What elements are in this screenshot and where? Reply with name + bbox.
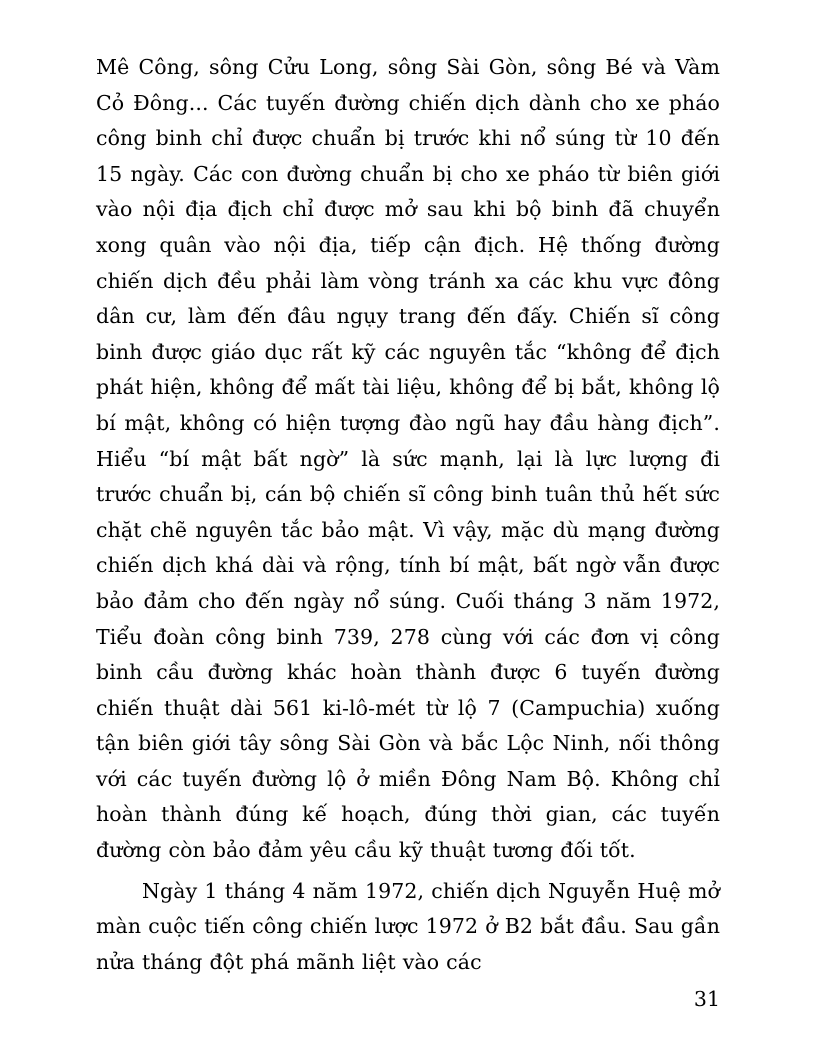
paragraph: Mê Công, sông Cửu Long, sông Sài Gòn, sông Bé và Vàm Cỏ Đông... Các tuyến đường chiến dịch dành cho xe pháo công binh chỉ được chuẩn bị trước khi nổ súng từ 10 đến 15 ngày. Các con đường chuẩn bị cho xe pháo từ biên giới vào nội địa địch chỉ được mở sau khi bộ binh đã chuyển xong quân vào nội địa, tiếp cận địch. Hệ thống đường chiến dịch đều phải làm vòng tránh xa các khu vực đông dân cư, làm đến đâu ngụy trang đến đấy. Chiến sĩ công binh được giáo dục rất kỹ các nguyên tắc “không để địch phát hiện, không để mất tài liệu, không để bị bắt, không lộ bí mật, không có hiện tượng đào ngũ hay đầu hàng địch”. Hiểu “bí mật bất ngờ” là sức mạnh, lại là lực lượng đi trước chuẩn bị, cán bộ chiến sĩ công binh tuân thủ hết sức chặt chẽ nguyên tắc bảo mật. Vì vậy, mặc dù mạng đường chiến dịch khá dài và rộng, tính bí mật, bất ngờ vẫn được bảo đảm cho đến ngày nổ súng. Cuối tháng 3 năm 1972, Tiểu đoàn công binh 739, 278 cùng với các đơn vị công binh cầu đường khác hoàn thành được 6 tuyến đường chiến thuật dài 561 ki-lô-mét từ lộ 7 (Campuchia) xuống tận biên giới tây sông Sài Gòn và bắc Lộc Ninh, nối thông với các tuyến đường lộ ở miền Đông Nam Bộ. Không chỉ hoàn thành đúng kế hoạch, đúng thời gian, các tuyến đường còn bảo đảm yêu cầu kỹ thuật tương đối tốt. [96,55,720,863]
page-number: 31 [693,987,720,1011]
body-text-column [96,50,720,980]
paragraph: Ngày 1 tháng 4 năm 1972, chiến dịch Nguyễn Huệ mở màn cuộc tiến công chiến lược 1972 ở B2 bắt đầu. Sau gần nửa tháng đột phá mãnh liệt vào các [96,878,720,974]
